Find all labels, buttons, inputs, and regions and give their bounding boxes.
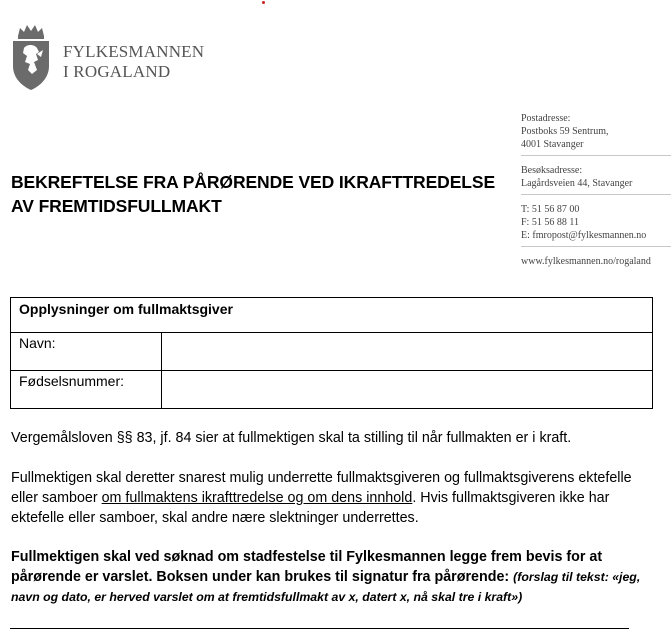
email-link[interactable]: E: fmropost@fylkesmannen.no <box>521 230 647 241</box>
postal-line-1: Postboks 59 Sentrum, <box>521 126 609 137</box>
table-row <box>11 371 653 409</box>
website <box>521 255 671 272</box>
visit-address <box>521 164 671 195</box>
title-line-1: BEKREFTELSE FRA PÅRØRENDE VED IKRAFTTREDELSE <box>11 172 496 192</box>
contact-block <box>521 112 671 272</box>
visit-label: Besøksadresse: <box>521 165 583 176</box>
logo <box>10 22 205 92</box>
paragraph-3-main: Fullmektigen skal ved søknad om stadfestelse til Fylkesmannen legge frem bevis for at pårørende er varslet. Boksen under kan brukes til signatur fra pårørende: <box>11 549 603 585</box>
signature-box-top-border <box>10 628 629 629</box>
visit-line-1: Lagårdsveien 44, Stavanger <box>521 178 633 189</box>
birth-number-label: Fødselsnummer: <box>11 371 162 409</box>
name-label: Navn: <box>11 333 162 371</box>
grantor-info-table <box>10 297 653 409</box>
birth-number-field[interactable] <box>162 371 653 409</box>
postal-address <box>521 112 671 156</box>
paragraph-3-hint: (forslag til tekst: «jeg, navn og dato, er herved varslet om at fremtidsfullmakt av x, datert x, nå skal tre i kraft») <box>11 570 641 604</box>
paragraph-2 <box>11 468 661 528</box>
coat-of-arms-icon <box>10 22 52 92</box>
postal-line-2: 4001 Stavanger <box>521 139 584 150</box>
logo-line-1: FYLKESMANNEN <box>63 42 205 61</box>
paragraph-2-underlined: om fullmaktens ikrafttredelse og om dens innhold <box>101 490 413 506</box>
document-title <box>11 170 511 218</box>
logo-line-2: I ROGALAND <box>63 62 171 81</box>
paragraph-2-start: Fullmektigen skal deretter snarest mulig underrette fullmaktsgiveren og fullmaktsgiverens ektefelle eller samboer <box>11 470 632 506</box>
fax: F: 51 56 88 11 <box>521 217 579 228</box>
paragraph-3 <box>11 547 661 607</box>
name-field[interactable] <box>162 333 653 371</box>
title-line-2: AV FREMTIDSFULLMAKT <box>11 196 222 216</box>
phone-fax-email <box>521 203 671 247</box>
table-header: Opplysninger om fullmaktsgiver <box>11 298 653 333</box>
postal-label: Postadresse: <box>521 113 571 124</box>
website-link[interactable]: www.fylkesmannen.no/rogaland <box>521 256 651 267</box>
decorative-dot <box>262 1 265 4</box>
phone: T: 51 56 87 00 <box>521 204 580 215</box>
paragraph-1: Vergemålsloven §§ 83, jf. 84 sier at fullmektigen skal ta stilling til når fullmakten er i kraft. <box>11 430 572 446</box>
paragraph-2-end: . Hvis fullmaktsgiveren ikke har ektefelle eller samboer, skal andre nære slektninger underrettes. <box>11 490 610 526</box>
table-row <box>11 333 653 371</box>
